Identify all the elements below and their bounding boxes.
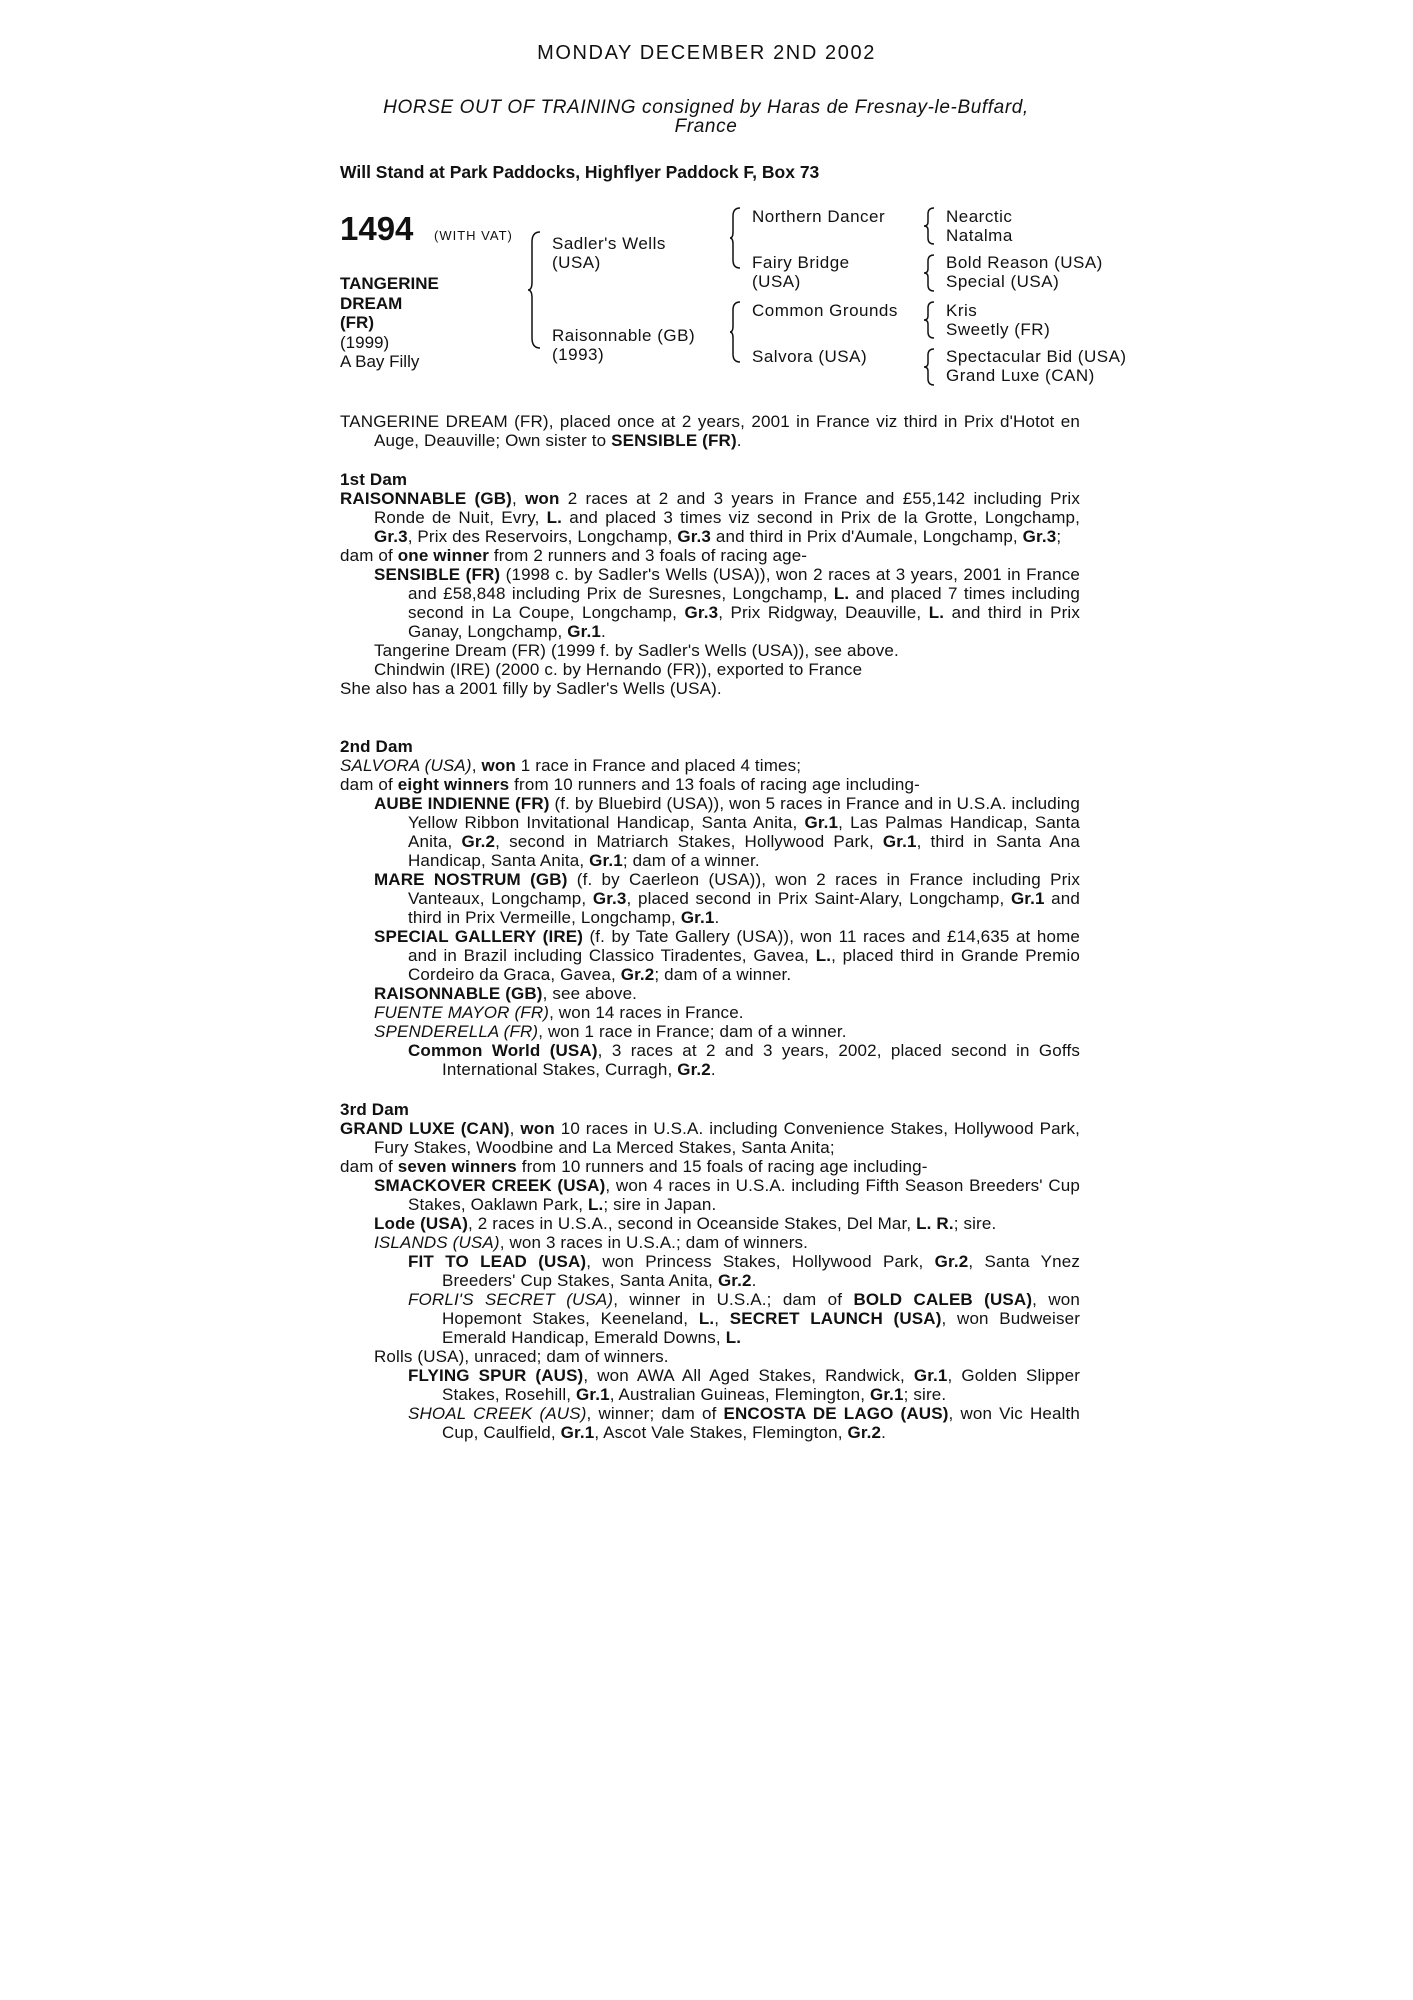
second-dam-foal-aube: AUBE INDIENNE (FR) (f. by Bluebird (USA)), won 5 races in France and in U.S.A. including Yellow Ribbon Invitational Handicap, Santa Anita, Gr.1, Las Palmas Handicap, Santa Anita, Gr.2, second in Matriarch Stakes, Hollywood Park, Gr.1, third in Santa Ana Handicap, Santa Anita, Gr.1; dam of a winner. <box>374 794 1081 870</box>
pedigree-dd: Spectacular Bid (USA) Grand Luxe (CAN) <box>946 347 1127 385</box>
first-dam-heading: 1st Dam <box>340 470 408 489</box>
second-dam-section <box>340 737 1080 1079</box>
third-dam-produce: dam of seven winners from 10 runners and 15 foals of racing age including- <box>340 1157 928 1176</box>
third-dam-section <box>340 1100 1080 1442</box>
third-dam-grandfoal-forli: FORLI'S SECRET (USA), winner in U.S.A.; dam of BOLD CALEB (USA), won Hopemont Stakes, Keeneland, L., SECRET LAUNCH (USA), won Budweiser Emerald Handicap, Emerald Downs, L. <box>408 1290 1081 1347</box>
third-dam-grandfoal-shoal-creek: SHOAL CREEK (AUS), winner; dam of ENCOSTA DE LAGO (AUS), won Vic Health Cup, Caulfield, Gr.1, Ascot Vale Stakes, Flemington, Gr.2. <box>408 1404 1081 1442</box>
third-dam-grandfoal-flying-spur: FLYING SPUR (AUS), won AWA All Aged Stakes, Randwick, Gr.1, Golden Slipper Stakes, Rosehill, Gr.1, Australian Guineas, Flemington, Gr.1; sire. <box>408 1366 1081 1404</box>
pedigree-sire-sire: Northern Dancer <box>752 207 886 226</box>
third-dam-record: GRAND LUXE (CAN), won 10 races in U.S.A. including Convenience Stakes, Hollywood Park, Fury Stakes, Woodbine and La Merced Stakes, Santa Anita; <box>340 1119 1081 1157</box>
stand-location: Will Stand at Park Paddocks, Highflyer Paddock F, Box 73 <box>340 162 820 182</box>
third-dam-grandfoal-fit-to-lead: FIT TO LEAD (USA), won Princess Stakes, Hollywood Park, Gr.2, Santa Ynez Breeders' Cup Stakes, Santa Anita, Gr.2. <box>408 1252 1080 1290</box>
pedigree-dam-dam: Salvora (USA) <box>752 347 868 366</box>
horse-country: (FR) <box>340 313 374 332</box>
horse-details <box>340 274 439 372</box>
pedigree-ds: Kris Sweetly (FR) <box>946 301 1051 339</box>
vat-note: (WITH VAT) <box>434 228 513 243</box>
sire-line-brace <box>730 206 742 270</box>
second-dam-foal-spenderella: SPENDERELLA (FR), won 1 race in France; dam of a winner. <box>374 1022 847 1041</box>
third-dam-foal-rolls: Rolls (USA), unraced; dam of winners. <box>374 1347 669 1366</box>
pedigree-sd: Bold Reason (USA) Special (USA) <box>946 253 1103 291</box>
horse-year: (1999) <box>340 332 390 352</box>
lot-number: 1494 <box>340 210 414 247</box>
consignment-line: HORSE OUT OF TRAINING consigned by Haras de Fresnay-le-Buffard, France <box>383 97 1029 137</box>
pedigree-dam-sire: Common Grounds <box>752 301 898 320</box>
pedigree-dam: Raisonnable (GB) (1993) <box>552 326 696 364</box>
third-dam-foal-islands: ISLANDS (USA), won 3 races in U.S.A.; dam of winners. <box>374 1233 809 1252</box>
dam-line-brace <box>730 300 742 364</box>
first-dam-foal-chindwin: Chindwin (IRE) (2000 c. by Hernando (FR)), exported to France <box>374 660 863 679</box>
horse-description: A Bay Filly <box>340 352 420 371</box>
third-dam-heading: 3rd Dam <box>340 1100 410 1119</box>
sale-date: MONDAY DECEMBER 2ND 2002 <box>537 42 876 64</box>
second-dam-record: SALVORA (USA), won 1 race in France and placed 4 times; <box>340 756 802 775</box>
second-dam-foal-fuente: FUENTE MAYOR (FR), won 14 races in France. <box>374 1003 744 1022</box>
first-dam-foal-tangerine: Tangerine Dream (FR) (1999 f. by Sadler's Wells (USA)), see above. <box>374 641 899 660</box>
first-dam-filly-note: She also has a 2001 filly by Sadler's Wells (USA). <box>340 679 722 698</box>
first-dam-foal-sensible: SENSIBLE (FR) (1998 c. by Sadler's Wells (USA)), won 2 races at 3 years, 2001 in France and £58,848 including Prix de Suresnes, Longchamp, L. and placed 7 times including second in La Coupe, Longchamp, Gr.3, Prix Ridgway, Deauville, L. and third in Prix Ganay, Longchamp, Gr.1. <box>374 565 1081 641</box>
second-dam-foal-special: SPECIAL GALLERY (IRE) (f. by Tate Gallery (USA)), won 11 races and £14,635 at home and in Brazil including Classico Tiradentes, Gavea, L., placed third in Grande Premio Cordeiro da Graca, Gavea, Gr.2; dam of a winner. <box>374 927 1080 984</box>
third-dam-foal-smackover: SMACKOVER CREEK (USA), won 4 races in U.S.A. including Fifth Season Breeders' Cup Stakes, Oaklawn Park, L.; sire in Japan. <box>374 1176 1080 1214</box>
third-dam-foal-lode: Lode (USA), 2 races in U.S.A., second in Oceanside Stakes, Del Mar, L. R.; sire. <box>374 1214 997 1233</box>
horse-name-1: TANGERINE <box>340 274 439 293</box>
horse-name-2: DREAM <box>340 293 403 313</box>
intro-paragraph: TANGERINE DREAM (FR), placed once at 2 years, 2001 in France viz third in Prix d'Hotot en Auge, Deauville; Own sister to SENSIBLE (FR). <box>340 412 1080 450</box>
sire-dam-brace <box>528 230 542 350</box>
first-dam-section <box>340 470 1080 698</box>
second-dam-foal-mare: MARE NOSTRUM (GB) (f. by Caerleon (USA)), won 2 races in France including Prix Vanteaux, Longchamp, Gr.3, placed second in Prix Saint-Alary, Longchamp, Gr.1 and third in Prix Vermeille, Longchamp, Gr.1. <box>374 870 1081 927</box>
second-dam-produce: dam of eight winners from 10 runners and 13 foals of racing age including- <box>340 775 920 794</box>
pedigree-ss: Nearctic Natalma <box>946 207 1013 245</box>
second-dam-foal-raisonnable: RAISONNABLE (GB), see above. <box>374 984 638 1003</box>
first-dam-produce: dam of one winner from 2 runners and 3 foals of racing age- <box>340 546 808 565</box>
ss-brace <box>924 206 936 246</box>
second-dam-heading: 2nd Dam <box>340 737 413 756</box>
ds-brace <box>924 300 936 340</box>
second-dam-grandfoal-common-world: Common World (USA), 3 races at 2 and 3 years, 2002, placed second in Goffs International Stakes, Curragh, Gr.2. <box>408 1041 1080 1079</box>
dd-brace <box>924 347 936 387</box>
pedigree-sire: Sadler's Wells (USA) <box>552 234 666 272</box>
sd-brace <box>924 253 936 293</box>
first-dam-record: RAISONNABLE (GB), won 2 races at 2 and 3 years in France and £55,142 including Prix Ronde de Nuit, Evry, L. and placed 3 times viz second in Prix de la Grotte, Longchamp, Gr.3, Prix des Reservoirs, Longchamp, Gr.3 and third in Prix d'Aumale, Longchamp, Gr.3; <box>340 489 1080 546</box>
pedigree-sire-dam: Fairy Bridge (USA) <box>752 253 850 291</box>
